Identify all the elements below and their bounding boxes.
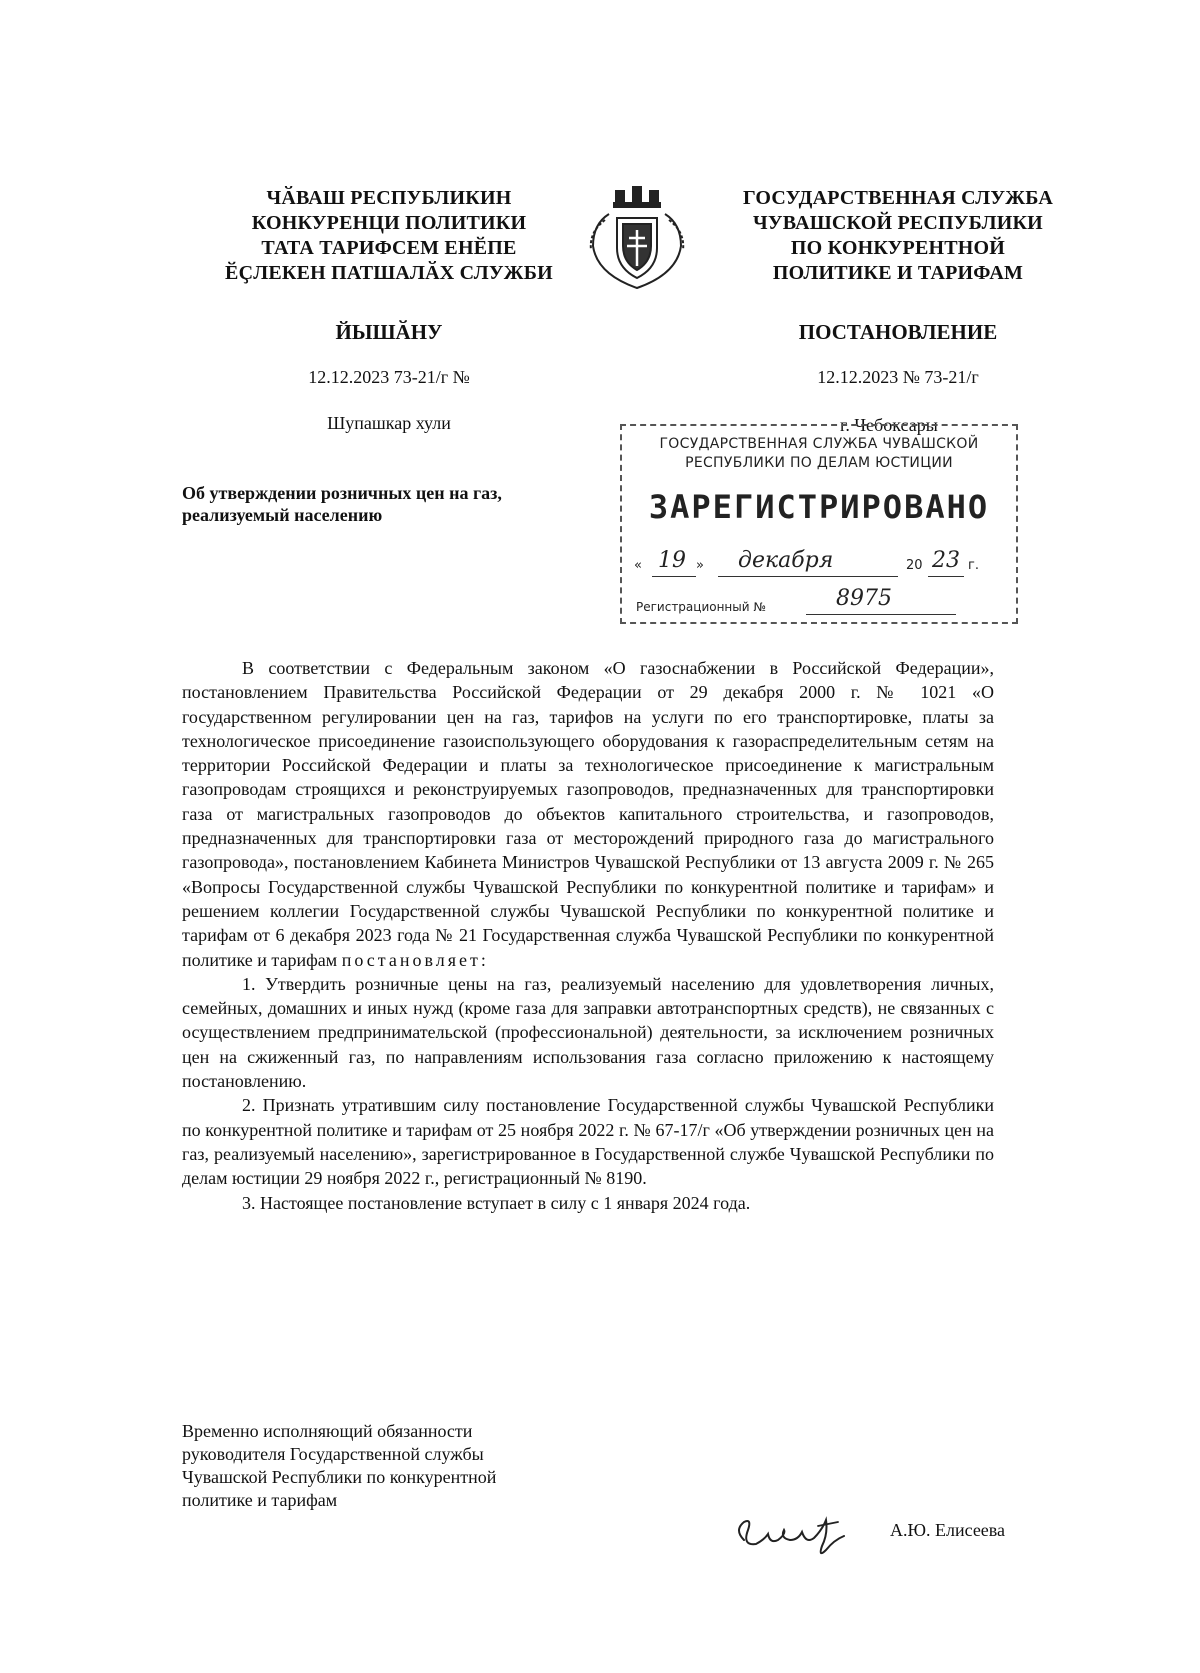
header-right-line: ПОЛИТИКЕ И ТАРИФАМ	[772, 262, 1024, 284]
stamp-authority-line-2: РЕСПУБЛИКИ ПО ДЕЛАМ ЮСТИЦИИ	[685, 455, 953, 471]
header-left-line: ТАТА ТАРИФСЕМ ЕНӖПЕ	[261, 237, 517, 259]
header-left-line: ӖҪЛЕКЕН ПАТШАЛӐХ СЛУЖБИ	[225, 262, 553, 284]
document-subject: Об утверждении розничных цен на газ, реализуемый населению	[182, 483, 502, 525]
signatory-title-line: руководителя Государственной службы	[182, 1444, 484, 1464]
stamp-reg-label: Регистрационный №	[636, 600, 766, 614]
stamp-reg-value: 8975	[836, 586, 892, 611]
city-left: Шупашкар хули	[327, 413, 451, 433]
header-right-line: ПО КОНКУРЕНТНОЙ	[790, 237, 1006, 259]
doc-number-right: 12.12.2023 № 73-21/г	[817, 367, 979, 387]
registration-stamp	[620, 424, 1018, 624]
stamp-reg-underline	[806, 614, 956, 615]
stamp-month: декабря	[738, 548, 834, 573]
stamp-quote-close: »	[696, 558, 704, 573]
stamp-year-prefix: 20	[906, 558, 923, 573]
stamp-quote-open: «	[634, 558, 642, 573]
stamp-day: 19	[658, 548, 686, 573]
stamp-month-underline	[718, 576, 898, 577]
doc-type-left: ЙЫШӐНУ	[335, 320, 443, 344]
header-left-line: КОНКУРЕНЦИ ПОЛИТИКИ	[251, 212, 527, 234]
header-left-chuvash	[196, 186, 582, 286]
signatory-title	[182, 1420, 582, 1512]
stamp-day-underline	[652, 576, 696, 577]
coat-of-arms-emblem	[575, 184, 699, 292]
signatory-name: А.Ю. Елисеева	[890, 1520, 1006, 1540]
body-paragraph-preamble	[182, 656, 994, 972]
city-right: г. Чебоксары	[840, 415, 938, 435]
header-right-line: ЧУВАШСКОЙ РЕСПУБЛИКИ	[753, 212, 1043, 234]
stamp-authority-line-1: ГОСУДАРСТВЕННАЯ СЛУЖБА ЧУВАШСКОЙ	[659, 436, 979, 452]
doc-type-right: ПОСТАНОВЛЕНИЕ	[798, 320, 998, 344]
signatory-title-line: политике и тарифам	[182, 1490, 338, 1510]
handwritten-signature	[730, 1500, 860, 1564]
stamp-year-underline	[928, 576, 964, 577]
signatory-title-line: Временно исполняющий обязанности	[182, 1421, 473, 1441]
body-paragraph-3: 3. Настоящее постановление вступает в силу с 1 января 2024 года.	[242, 1192, 751, 1213]
stamp-year-suffix: 23	[932, 548, 960, 573]
header-left-line: ЧӐВАШ РЕСПУБЛИКИН	[266, 187, 512, 209]
stamp-year-unit: г.	[968, 558, 979, 573]
stamp-status: ЗАРЕГИСТРИРОВАНО	[648, 488, 990, 526]
body-paragraph-2: 2. Признать утратившим силу постановление Государственной службы Чувашской Республики по конкурентной политике и тарифам от 25 ноября 2022 г. № 67-17/г «Об утверждении розничных цен на газ, реализуемый населению», зарегистрированное в Государственной службе Чувашской Республики по делам юстиции 29 ноября 2022 г., регистрационный № 8190.	[182, 1095, 994, 1189]
preamble-verb: постановляет:	[341, 949, 489, 970]
signatory-title-line: Чувашской Республики по конкурентной	[182, 1467, 497, 1487]
document-body	[182, 656, 994, 1215]
header-right-russian	[706, 186, 1090, 286]
body-paragraph-1: 1. Утвердить розничные цены на газ, реализуемый населению для удовлетворения личных, семейных, домашних и иных нужд (кроме газа для заправки автотранспортных средств), не связанных с осуществлением предпринимательской (профессиональной) деятельности, за исключением розничных цен на сжиженный газ, по направлениям использования газа согласно приложению к настоящему постановлению.	[182, 973, 994, 1092]
doc-number-left: 12.12.2023 73-21/г №	[308, 367, 470, 387]
preamble-text: В соответствии с Федеральным законом «О газоснабжении в Российской Федерации», постановлением Правительства Российской Федерации от 29 декабря 2000 г. № 1021 «О государственном регулировании цен на газ, тарифов на услуги по его транспортировке, платы за технологическое присоединение газоиспользующего оборудования к газораспределительным сетям на территории Российской Федерации и платы за технологическое присоединение к магистральным газопроводам строящихся и реконструируемых газопроводов, предназначенных для транспортировки газа от магистральных газопроводов до объектов капитального строительства, и газопроводов, предназначенных для транспортировки газа от месторождений природного газа до магистрального газопровода», постановлением Кабинета Министров Чувашской Республики от 13 августа 2009 г. № 265 «Вопросы Государственной службы Чувашской Республики по конкурентной политике и тарифам» и решением коллегии Государственной службы Чувашской Республики по конкурентной политике и тарифам от 6 декабря 2023 года № 21 Государственная служба Чувашской Республики по конкурентной политике и тарифам	[182, 658, 994, 970]
header-right-line: ГОСУДАРСТВЕННАЯ СЛУЖБА	[742, 187, 1054, 209]
